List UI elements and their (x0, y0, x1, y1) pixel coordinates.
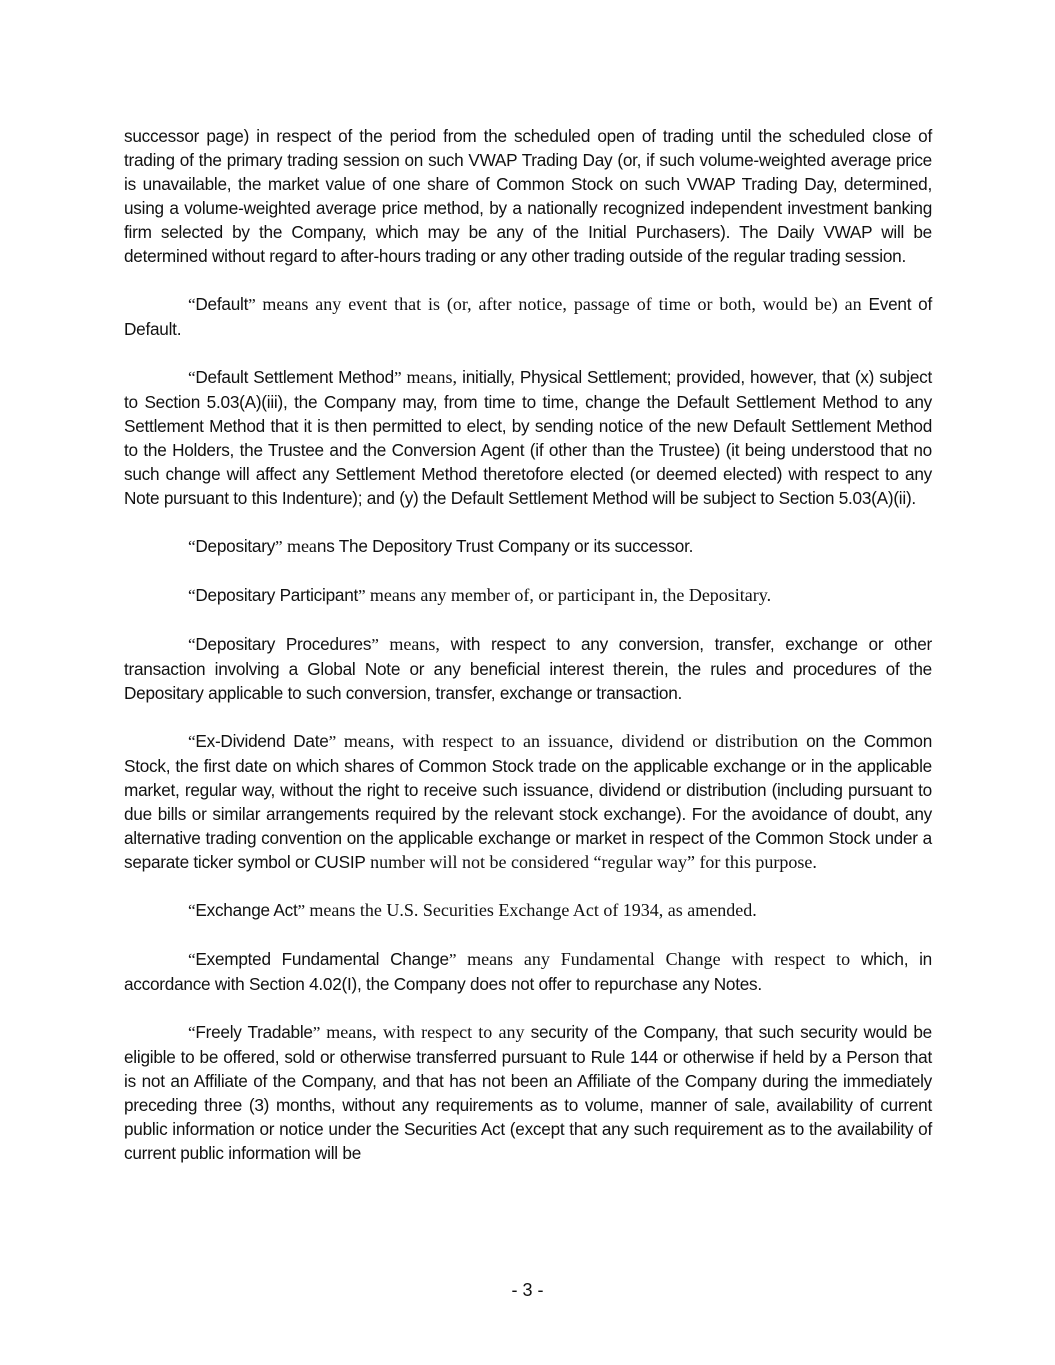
definition-exempted-fundamental-change (124, 947, 932, 996)
document-body (124, 124, 932, 1165)
definition-serif-text: means the U.S. Securities Exchange Act of 1934, as amended. (304, 900, 757, 920)
definition-freely-tradable (124, 1020, 932, 1165)
definition-serif-text: means any event that is (or, after notice, passage of time or both, would be) an (255, 294, 862, 314)
defined-term: Depositary (195, 536, 276, 556)
open-quote: “ (188, 295, 196, 314)
defined-term: Default (195, 294, 249, 314)
definition-serif-text: means any member of, or participant in, the Depositary. (365, 585, 772, 605)
open-quote: “ (188, 950, 196, 969)
definition-text: Event of Default. (124, 294, 932, 339)
definition-default-settlement-method (124, 365, 932, 510)
definition-serif-text: mea (282, 536, 317, 556)
close-quote: ” (328, 732, 336, 751)
defined-term: Depositary Procedures (195, 634, 372, 654)
paragraph-vwap-continuation (124, 124, 932, 268)
definition-depositary-procedures (124, 632, 932, 705)
defined-term: Default Settlement Method (195, 367, 394, 387)
definition-text: initially, Physical Settlement; provided, however, that (x) subject to Section 5.03(A)(iii), the Company may, from time to time, change the Default Settlement Method to any Settlement Method that it is then permitted to elect, by sending notice of the new Default Settlement Method to the Holders, the Trustee and the Conversion Agent (if other than the Trustee) (it being understood that no such change will affect any Settlement Method theretofore elected (or deemed elected) with respect to any Note pursuant to this Indenture); and (y) the Default Settlement Method will be subject to Section 5.03(A)(ii). (124, 367, 933, 508)
definition-text: on the Common Stock, the first date on which shares of Common Stock trade on the applicable exchange or in the applicable market, regular way, without the right to receive such issuance, dividend or distribution (including pursuant to due bills or similar arrangements required by the relevant stock exchange). For the avoidance of doubt, any alternative trading convention on the applicable exchange or market in respect of the Common Stock under a separate ticker symbol or CUSIP (124, 731, 932, 872)
open-quote: “ (188, 1023, 196, 1042)
definition-serif-text: means, with respect to an issuance, dividend or distribution (335, 731, 799, 751)
definition-text: which, in accordance with Section 4.02(I), the Company does not offer to repurchase any Notes. (124, 949, 932, 994)
defined-term: Exchange Act (195, 900, 298, 920)
definition-text: with respect to any conversion, transfer, exchange or other transaction involving a Global Note or any beneficial interest therein, the rules and procedures of the Depositary applicable to such conversion, transfer, exchange or transaction. (124, 634, 933, 703)
defined-term: Exempted Fundamental Change (195, 949, 449, 969)
close-quote: ” (393, 368, 402, 387)
close-quote: ” (297, 901, 305, 920)
definition-text: security of the Company, that such security would be eligible to be offered, sold or otherwise transferred pursuant to Rule 144 or otherwise if held by a Person that is not an Affiliate of the Company, and that has not been an Affiliate of the Company during the immediately preceding three (3) months, without any requirements as to volume, manner of sale, availability of current public information or notice under the Securities Act (except that any such requirement as to the availability of current public information will be (124, 1022, 932, 1163)
definition-serif-text: means, (401, 367, 457, 387)
definition-ex-dividend-date (124, 729, 932, 874)
open-quote: “ (188, 732, 196, 751)
open-quote: “ (188, 368, 196, 387)
open-quote: “ (188, 586, 196, 605)
close-quote: ” (358, 586, 366, 605)
definition-depositary (124, 534, 932, 559)
close-quote: ” (275, 537, 283, 556)
close-quote: ” (371, 635, 379, 654)
close-quote: ” (248, 295, 256, 314)
definition-default (124, 292, 932, 341)
definition-exchange-act (124, 898, 932, 923)
close-quote: ” (448, 950, 457, 969)
open-quote: “ (188, 901, 196, 920)
definition-serif-text: means any Fundamental Change with respect to (456, 949, 851, 969)
defined-term: Freely Tradable (195, 1022, 313, 1042)
definition-serif-tail: number will not be considered “regular way” for this purpose. (365, 852, 817, 872)
definition-text: ns The Depository Trust Company or its successor. (316, 536, 694, 556)
defined-term: Ex-Dividend Date (195, 731, 329, 751)
definition-serif-text: means, with respect to any (320, 1022, 525, 1042)
open-quote: “ (188, 537, 196, 556)
close-quote: ” (312, 1023, 321, 1042)
definition-depositary-participant (124, 583, 932, 608)
open-quote: “ (188, 635, 196, 654)
paragraph-text: successor page) in respect of the period from the scheduled open of trading until the scheduled close of trading of the primary trading session on such VWAP Trading Day (or, if such volume-weighted average price is unavailable, the market value of one share of Common Stock on such VWAP Trading Day, determined, using a volume-weighted average price method, by a nationally recognized independent investment banking firm selected by the Company, which may be any of the Initial Purchasers). The Daily VWAP will be determined without regard to after-hours trading or any other trading outside of the regular trading session. (124, 126, 932, 266)
page-number: - 3 - (511, 1280, 544, 1300)
defined-term: Depositary Participant (195, 585, 359, 605)
definition-serif-text: means, (378, 634, 440, 654)
